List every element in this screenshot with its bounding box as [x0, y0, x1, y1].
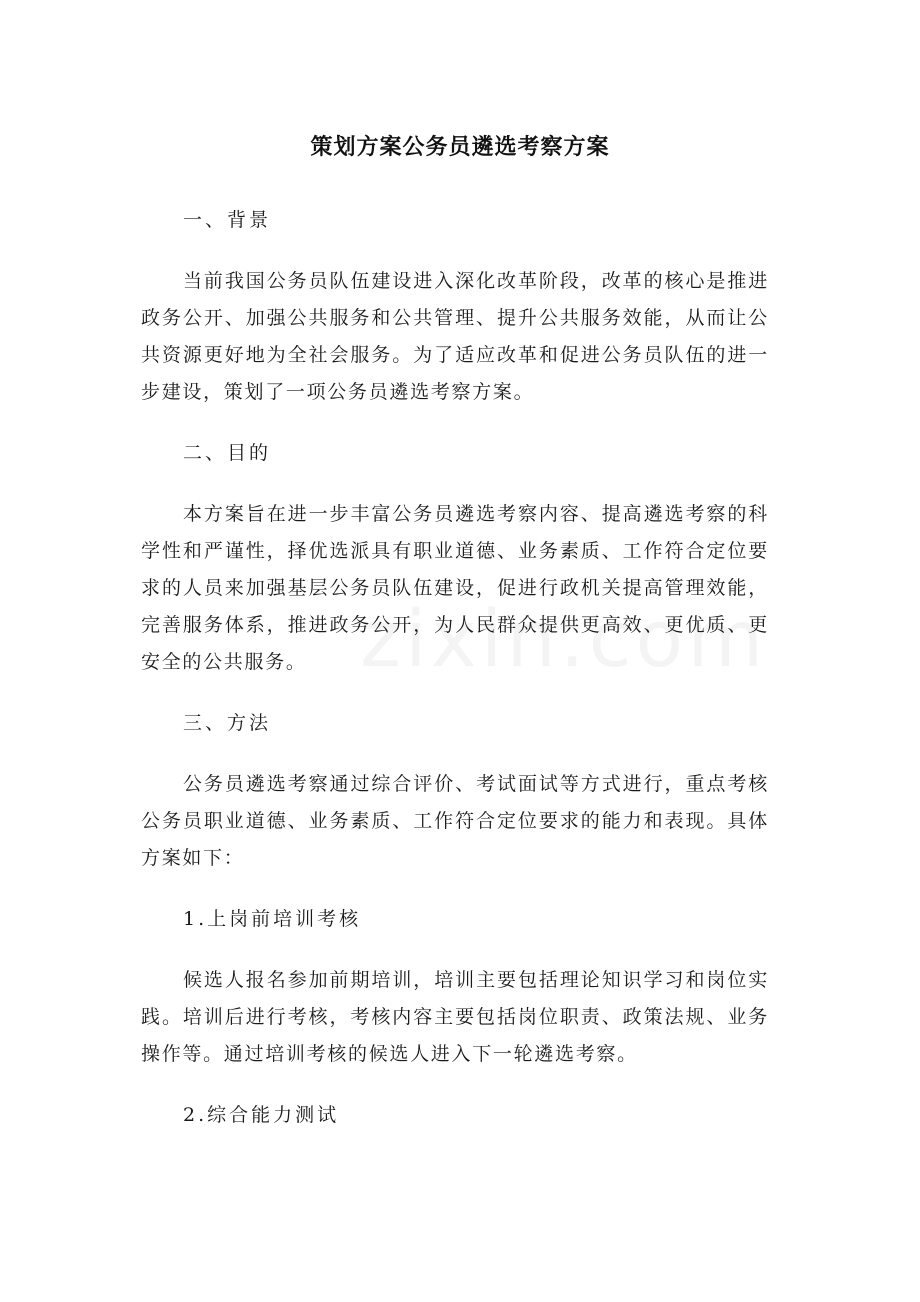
paragraph-background: 当前我国公务员队伍建设进入深化改革阶段，改革的核心是推进政务公开、加强公共服务和公共管理、提升公共服务效能，从而让公共资源更好地为全社会服务。为了适应改革和促进公务员队伍的进一步建设，策划了一项公务员遴选考察方案。	[141, 270, 769, 403]
subheading-ability-test: 2.综合能力测试	[183, 1104, 340, 1126]
document-body	[141, 202, 769, 1158]
page-title: 策划方案公务员遴选考察方案	[310, 135, 610, 160]
section-heading-method: 三、方法	[183, 712, 272, 734]
section-heading-background: 一、背景	[183, 209, 272, 231]
paragraph-purpose: 本方案旨在进一步丰富公务员遴选考察内容、提高遴选考察的科学性和严谨性，择优选派具有职业道德、业务素质、工作符合定位要求的人员来加强基层公务员队伍建设，促进行政机关提高管理效能，完善服务体系，推进政务公开，为人民群众提供更高效、更优质、更安全的公共服务。	[141, 503, 769, 673]
paragraph-method: 公务员遴选考察通过综合评价、考试面试等方式进行，重点考核公务员职业道德、业务素质、工作符合定位要求的能力和表现。具体方案如下：	[141, 773, 769, 869]
paragraph-training-assessment: 候选人报名参加前期培训，培训主要包括理论知识学习和岗位实践。培训后进行考核，考核内容主要包括岗位职责、政策法规、业务操作等。通过培训考核的候选人进入下一轮遴选考察。	[141, 969, 769, 1065]
subheading-training-assessment: 1.上岗前培训考核	[183, 908, 362, 930]
section-heading-purpose: 二、目的	[183, 442, 272, 464]
